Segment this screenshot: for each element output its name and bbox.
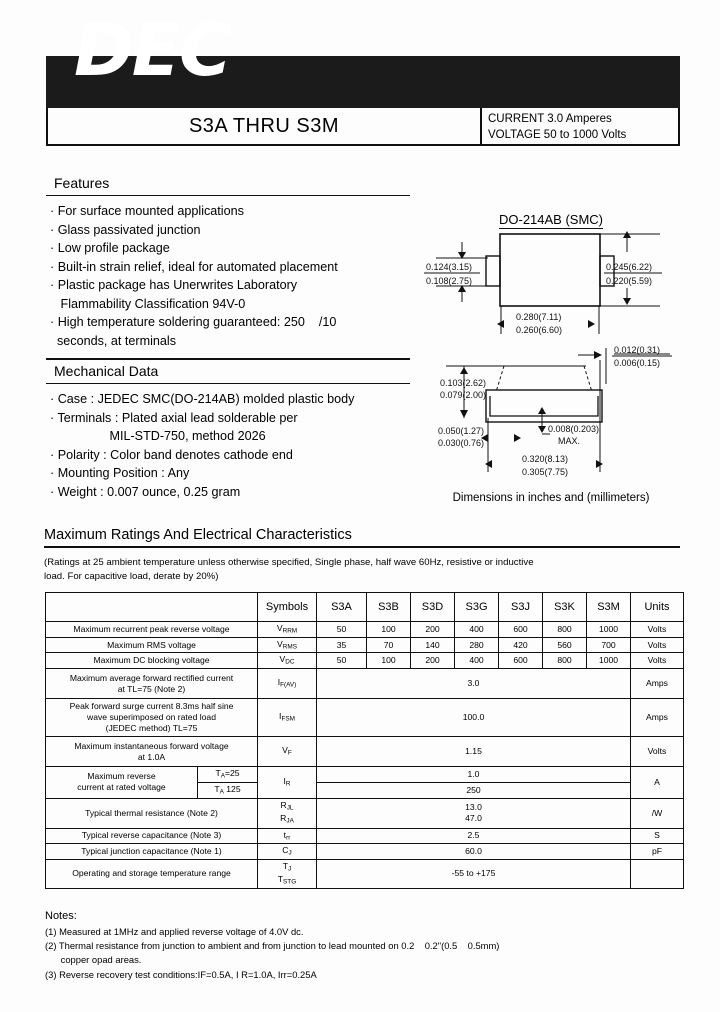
list-item: · Weight : 0.007 ounce, 0.25 gram: [50, 484, 241, 499]
list-item: · For surface mounted applications: [50, 204, 244, 218]
list-item: · Glass passivated junction: [50, 222, 201, 237]
cell-value: 600: [499, 622, 543, 638]
notes-heading: Notes:: [45, 910, 77, 922]
cell-value: 70: [367, 637, 411, 653]
row-symbol: [258, 798, 317, 828]
cell-value: 200: [411, 622, 455, 638]
cell-value: 1000: [587, 622, 631, 638]
note-line-1: (Ratings at 25 ambient temperature unless otherwise specified, Single phase, half wave 60Hz, resistive or inductive: [44, 557, 534, 568]
row-description: Typical thermal resistance (Note 2): [46, 798, 258, 828]
mechanical-data-section: [46, 358, 410, 501]
row-description: [46, 699, 258, 737]
dim-foot-max: 0.050(1.27): [438, 426, 485, 436]
column-header-s3a: S3A: [317, 593, 367, 622]
company-logo: [74, 8, 230, 108]
cell-value: 100: [367, 622, 411, 638]
desc-line: wave superimposed on rated load: [87, 712, 216, 723]
features-list: [46, 196, 410, 350]
row-description: Maximum DC blocking voltage: [46, 653, 258, 669]
cell-value: 600: [499, 653, 543, 669]
list-item: · Terminals : Plated axial lead solderable per: [50, 410, 298, 425]
row-symbol: $I_R$: [258, 767, 317, 798]
desc-line: Maximum average forward rectified current: [69, 672, 234, 683]
cell-value-span: 250: [317, 782, 631, 798]
note-item: (1) Measured at 1MHz and applied reverse voltage of 4.0V dc.: [45, 925, 304, 937]
column-header-units: Units: [631, 593, 684, 622]
table-row: [46, 622, 684, 638]
list-item: · Mounting Position : Any: [50, 466, 190, 480]
row-units: Amps: [631, 669, 684, 699]
desc-line: current at rated voltage: [77, 782, 166, 793]
row-description: Operating and storage temperature range: [46, 860, 258, 888]
voltage-rating: VOLTAGE 50 to 1000 Volts: [488, 129, 627, 141]
column-header-blank: [46, 593, 258, 622]
row-symbol: $V_{RMS}$: [258, 637, 317, 653]
table-row: [46, 653, 684, 669]
row-description: [46, 767, 198, 798]
ratings-conditions-note: [44, 556, 686, 585]
list-item: Flammability Classification 94V-0: [50, 296, 246, 311]
part-range-title: S3A THRU S3M: [188, 114, 340, 137]
dim-overall-min: 0.305(7.75): [522, 467, 569, 477]
column-header-symbols: Symbols: [258, 593, 317, 622]
desc-line: (JEDEC method) TL=75: [105, 723, 198, 734]
value-line: 13.0: [465, 802, 482, 812]
current-rating: CURRENT 3.0 Amperes: [488, 112, 612, 125]
row-units: [631, 860, 684, 888]
cell-value: 400: [455, 622, 499, 638]
features-heading: Features: [46, 172, 410, 196]
row-symbol: $C_J$: [258, 844, 317, 860]
row-units: pF: [631, 844, 684, 860]
dim-lead-thickness-min: 0.006(0.15): [614, 358, 661, 368]
note-item: copper opad areas.: [45, 954, 142, 966]
mechanical-data-list: [46, 384, 410, 501]
row-units: Volts: [631, 737, 684, 767]
cell-value-span: 2.5: [317, 828, 631, 844]
table-row: [46, 860, 684, 888]
package-side-view-svg: [418, 340, 684, 498]
list-item: · Case : JEDEC SMC(DO-214AB) molded plastic body: [50, 392, 355, 406]
cell-value: 700: [587, 637, 631, 653]
dim-standoff-label: MAX.: [558, 436, 581, 446]
mechanical-data-heading: Mechanical Data: [46, 358, 410, 384]
desc-line: Maximum instantaneous forward voltage: [74, 740, 229, 751]
row-units: A: [631, 767, 684, 798]
table-row: [46, 637, 684, 653]
table-row: [46, 844, 684, 860]
list-item: · Plastic package has Unerwrites Laboratory: [50, 278, 298, 292]
dim-overall-max: 0.320(8.13): [522, 454, 569, 464]
row-units: Volts: [631, 653, 684, 669]
cell-value-span: [317, 798, 631, 828]
package-top-view-drawing: [418, 212, 684, 342]
note-item: (2) Thermal resistance from junction to ambient and from junction to lead mounted on 0.2 0.2"(0.5 0.5mm): [45, 940, 500, 952]
column-header-s3k: S3K: [543, 593, 587, 622]
cell-value: 100: [367, 653, 411, 669]
row-description: [46, 669, 258, 699]
table-row: [46, 828, 684, 844]
table-row: [46, 737, 684, 767]
package-drawing-title: DO-214AB (SMC): [498, 212, 604, 227]
ratings-summary: [480, 108, 678, 144]
cell-value: 400: [455, 653, 499, 669]
document-header: [46, 8, 680, 146]
cell-value: 140: [411, 637, 455, 653]
dim-body-height-max: 0.103(2.62): [440, 378, 487, 388]
cell-value-span: 3.0: [317, 669, 631, 699]
cell-value: 800: [543, 622, 587, 638]
dim-height-min: 0.108(2.75): [426, 276, 473, 286]
cell-value-span: 60.0: [317, 844, 631, 860]
row-description: Maximum RMS voltage: [46, 637, 258, 653]
cell-value: 50: [317, 653, 367, 669]
symbol-line: $R_{JL}$: [280, 800, 294, 812]
desc-line: Maximum reverse: [87, 771, 156, 782]
symbol-line: $R_{JA}$: [280, 813, 294, 825]
row-symbol: $V_{DC}$: [258, 653, 317, 669]
cell-value-span: 1.0: [317, 767, 631, 783]
logo-band: [46, 8, 680, 108]
cell-value: 420: [499, 637, 543, 653]
row-description: Typical reverse capacitance (Note 3): [46, 828, 258, 844]
cell-value: 800: [543, 653, 587, 669]
row-units: Amps: [631, 699, 684, 737]
desc-line: at TL=75 (Note 2): [117, 683, 186, 694]
dim-standoff: 0.008(0.203): [548, 424, 600, 434]
package-top-view-svg: [418, 212, 684, 342]
dim-body-height-min: 0.079(2.00): [440, 390, 487, 400]
cell-value: 200: [411, 653, 455, 669]
row-units: /W: [631, 798, 684, 828]
row-symbol: $V_{RRM}$: [258, 622, 317, 638]
symbol-line: $T_{STG}$: [277, 873, 297, 886]
row-symbol: $t_{rr}$: [258, 828, 317, 844]
dim-length-min: 0.260(6.60): [516, 325, 563, 335]
symbol-line: $T_J$: [282, 861, 292, 873]
condition-cell: $T_A=25$: [198, 767, 258, 783]
list-item: MIL-STD-750, method 2026: [50, 429, 266, 443]
package-side-view-drawing: [418, 340, 684, 498]
list-item: seconds, at terminals: [50, 333, 176, 348]
desc-line: Peak forward surge current 8.3ms half sine: [69, 700, 234, 711]
list-item: · High temperature soldering guaranteed: 250 /10: [50, 315, 337, 329]
cell-value-span: 100.0: [317, 699, 631, 737]
desc-line: at 1.0A: [137, 751, 166, 762]
table-row: [46, 767, 684, 783]
column-header-s3g: S3G: [455, 593, 499, 622]
title-row: [46, 108, 680, 146]
row-symbol: $V_F$: [258, 737, 317, 767]
row-description: [46, 737, 258, 767]
dim-length-max: 0.280(7.11): [516, 312, 562, 322]
list-item: · Polarity : Color band denotes cathode end: [50, 447, 293, 462]
row-symbol: $I_{F(AV)}$: [258, 669, 317, 699]
cell-value: 1000: [587, 653, 631, 669]
list-item: · Low profile package: [50, 241, 170, 255]
table-row: [46, 798, 684, 828]
row-units: Volts: [631, 622, 684, 638]
column-header-s3j: S3J: [499, 593, 543, 622]
row-units: S: [631, 828, 684, 844]
cell-value: 560: [543, 637, 587, 653]
dim-foot-min: 0.030(0.76): [438, 438, 485, 448]
table-row: [46, 699, 684, 737]
cell-value: 50: [317, 622, 367, 638]
features-section: [46, 172, 410, 350]
row-symbol: $I_{FSM}$: [258, 699, 317, 737]
row-units: Volts: [631, 637, 684, 653]
row-description: Typical junction capacitance (Note 1): [46, 844, 258, 860]
column-header-s3b: S3B: [367, 593, 411, 622]
dimensions-caption: Dimensions in inches and (millimeters): [452, 492, 650, 504]
list-item: · Built-in strain relief, ideal for automated placement: [50, 259, 338, 274]
notes-section: [45, 908, 685, 982]
ratings-heading: Maximum Ratings And Electrical Characteristics: [44, 527, 680, 548]
dim-lead-thickness-max: 0.012(0.31): [614, 345, 661, 355]
dim-width-max: 0.245(6.22): [606, 262, 653, 272]
column-header-s3d: S3D: [411, 593, 455, 622]
company-logo-text: DEC: [74, 8, 230, 92]
condition-cell: $T_A$ 125: [198, 782, 258, 798]
note-line-2: load. For capacitive load, derate by 20%): [44, 571, 219, 583]
row-symbol: [258, 860, 317, 888]
table-header-row: [46, 593, 684, 622]
dim-width-min: 0.220(5.59): [606, 276, 653, 286]
cell-value: 280: [455, 637, 499, 653]
cell-value-span: -55 to +175: [317, 860, 631, 888]
note-item: (3) Reverse recovery test conditions:IF=0.5A, I R=1.0A, Irr=0.25A: [45, 968, 317, 980]
cell-value: 35: [317, 637, 367, 653]
cell-value-span: 1.15: [317, 737, 631, 767]
value-line: 47.0: [465, 813, 482, 824]
table-row: [46, 669, 684, 699]
electrical-characteristics-table: [45, 592, 684, 889]
dim-height-max: 0.124(3.15): [426, 262, 473, 272]
row-description: Maximum recurrent peak reverse voltage: [46, 622, 258, 638]
column-header-s3m: S3M: [587, 593, 631, 622]
